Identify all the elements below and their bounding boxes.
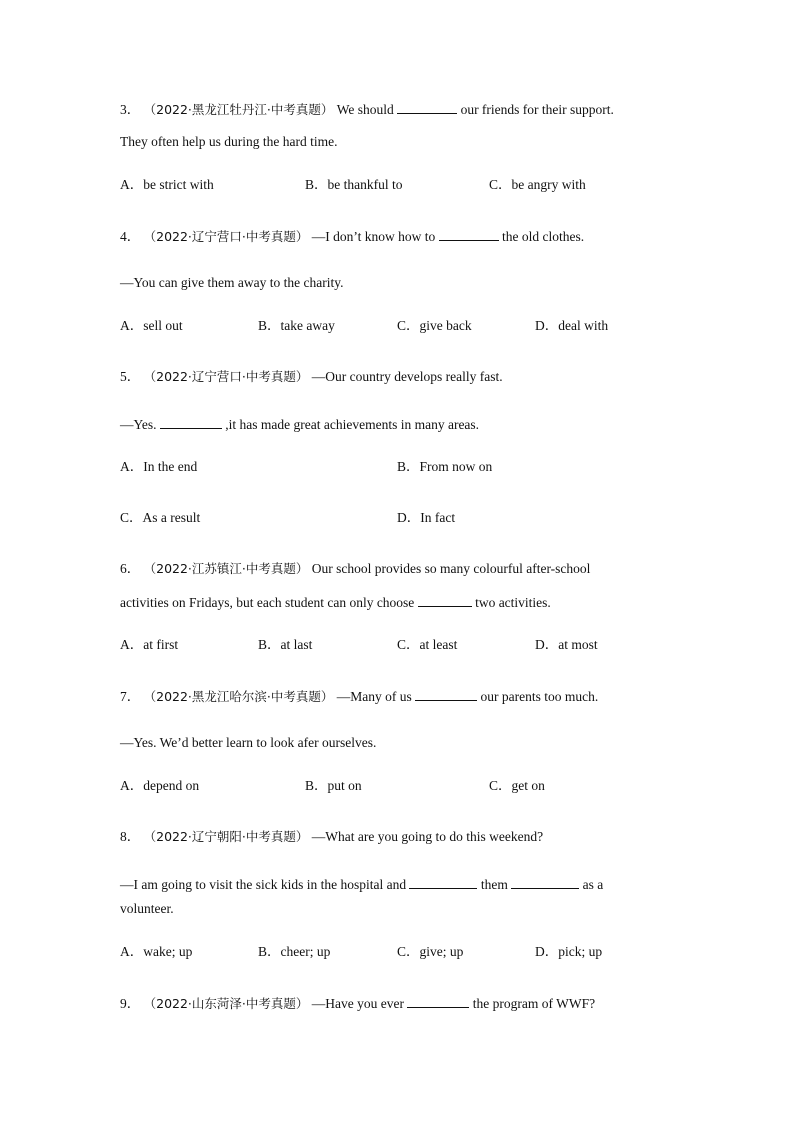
question-4-stem: 4． （2022·辽宁营口·中考真题） —I don’t know how to the old clothes. — [120, 229, 585, 244]
option-c[interactable]: C．get on — [489, 778, 545, 793]
option-c[interactable]: C．give; up — [397, 944, 464, 959]
option-a[interactable]: A．In the end — [120, 459, 198, 474]
answer-blank[interactable] — [160, 415, 222, 429]
answer-blank-1[interactable] — [409, 875, 477, 889]
option-b[interactable]: B．From now on — [397, 459, 493, 474]
option-b[interactable]: B．cheer; up — [258, 944, 331, 959]
question-source: （2022·黑龙江牡丹江·中考真题） — [143, 102, 334, 117]
question-8-line2: —I am going to visit the sick kids in the hospital and them as a — [120, 877, 604, 892]
question-7-line2: —Yes. We’d better learn to look afer ourselves. — [120, 735, 377, 750]
option-a[interactable]: A．be strict with — [120, 177, 214, 192]
question-8-line3: volunteer. — [120, 901, 174, 916]
question-number: 3． — [120, 102, 141, 117]
question-3-stem: 3． （2022·黑龙江牡丹江·中考真题） We should our friends for their support. — [120, 102, 614, 117]
question-number: 6． — [120, 561, 141, 576]
option-c[interactable]: C．As a result — [120, 510, 201, 525]
option-a[interactable]: A．depend on — [120, 778, 200, 793]
question-6-line2: activities on Fridays, but each student can only choose two activities. — [120, 595, 551, 610]
option-a[interactable]: A．wake; up — [120, 944, 193, 959]
option-a[interactable]: A．at first — [120, 637, 179, 652]
answer-blank[interactable] — [397, 100, 457, 114]
question-number: 4． — [120, 229, 141, 244]
question-number: 7． — [120, 689, 141, 704]
question-source: （2022·辽宁朝阳·中考真题） — [143, 829, 309, 844]
option-c[interactable]: C．give back — [397, 318, 472, 333]
answer-blank[interactable] — [418, 593, 472, 607]
option-d[interactable]: D．pick; up — [535, 944, 603, 959]
question-4-line2: —You can give them away to the charity. — [120, 275, 344, 290]
question-5-line2: —Yes. ,it has made great achievements in many areas. — [120, 417, 480, 432]
answer-blank[interactable] — [415, 687, 477, 701]
option-b[interactable]: B．be thankful to — [305, 177, 403, 192]
question-7-stem: 7． （2022·黑龙江哈尔滨·中考真题） —Many of us our parents too much. — [120, 689, 599, 704]
option-b[interactable]: B．take away — [258, 318, 335, 333]
option-d[interactable]: D．deal with — [535, 318, 609, 333]
answer-blank[interactable] — [439, 227, 499, 241]
answer-blank-2[interactable] — [511, 875, 579, 889]
answer-blank[interactable] — [407, 994, 469, 1008]
question-source: （2022·辽宁营口·中考真题） — [143, 369, 309, 384]
question-9-stem: 9． （2022·山东菏泽·中考真题） —Have you ever the program of WWF? — [120, 996, 596, 1011]
option-a[interactable]: A．sell out — [120, 318, 183, 333]
question-source: （2022·黑龙江哈尔滨·中考真题） — [143, 689, 334, 704]
option-c[interactable]: C．at least — [397, 637, 458, 652]
question-8-stem: 8． （2022·辽宁朝阳·中考真题） —What are you going to do this weekend? — [120, 829, 544, 844]
question-number: 8． — [120, 829, 141, 844]
option-c[interactable]: C．be angry with — [489, 177, 586, 192]
question-source: （2022·山东菏泽·中考真题） — [143, 996, 309, 1011]
question-number: 5． — [120, 369, 141, 384]
question-number: 9． — [120, 996, 141, 1011]
option-d[interactable]: D．at most — [535, 637, 598, 652]
question-6-stem: 6． （2022·江苏镇江·中考真题） Our school provides so many colourful after-school — [120, 561, 591, 576]
question-3-line2: They often help us during the hard time. — [120, 134, 338, 149]
question-source: （2022·江苏镇江·中考真题） — [143, 561, 309, 576]
question-5-stem: 5． （2022·辽宁营口·中考真题） —Our country develops really fast. — [120, 369, 503, 384]
question-source: （2022·辽宁营口·中考真题） — [143, 229, 309, 244]
option-d[interactable]: D．In fact — [397, 510, 456, 525]
option-b[interactable]: B．put on — [305, 778, 362, 793]
option-b[interactable]: B．at last — [258, 637, 313, 652]
